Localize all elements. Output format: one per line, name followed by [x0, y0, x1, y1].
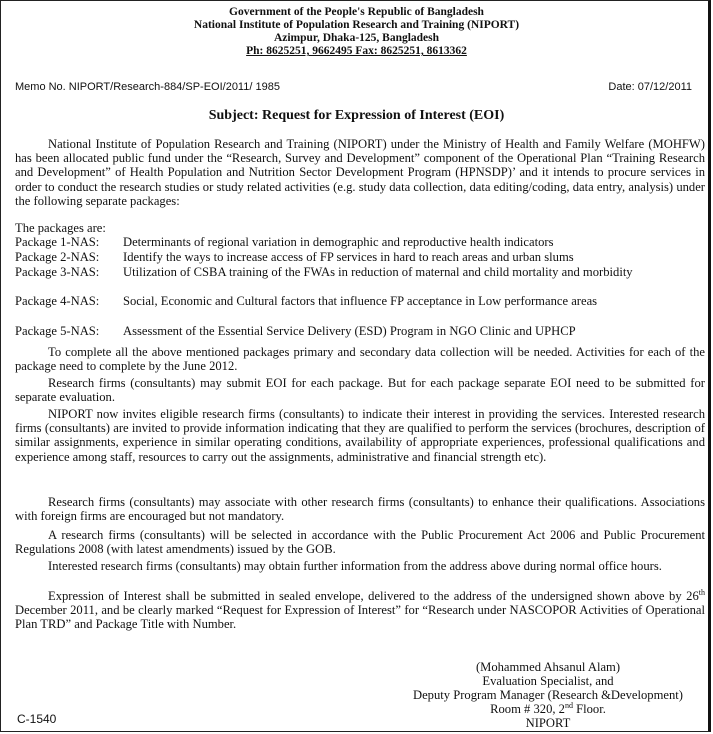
package-text: Determinants of regional variation in demographic and reproductive health indicators: [123, 235, 554, 249]
memo-date: Date: 07/12/2011: [608, 81, 692, 93]
package-item: [15, 250, 705, 264]
header-address: Azimpur, Dhaka-125, Bangladesh: [273, 32, 440, 44]
package-label: Package 5-NAS:: [15, 324, 100, 338]
signature-position: Deputy Program Manager (Research &Development): [413, 688, 683, 702]
package-item: [15, 324, 705, 338]
signature-title: Evaluation Specialist, and: [482, 674, 614, 688]
paragraph-submission: Expression of Interest shall be submitted in sealed envelope, delivered to the address of the undersigned shown above by 26th December 2011, and be clearly marked “Request for Expression of Interest” for “Research under NASCOPOR Activities of Operational Plan TRD” and Package Title with Number.: [15, 587, 705, 632]
paragraph-information: Interested research firms (consultants) may obtain further information from the address above during normal office hours.: [48, 559, 662, 573]
paragraph-data-collection: To complete all the above mentioned packages primary and secondary data collection will be needed. Activities for each of the package need to complete by the June 2012.: [15, 345, 705, 374]
header-phone-fax: Ph: 8625251, 9662495 Fax: 8625251, 8613362: [246, 45, 467, 57]
package-text: Identify the ways to increase access of FP services in hard to reach areas and urban slums: [123, 250, 574, 264]
package-text: Social, Economic and Cultural factors that influence FP acceptance in Low performance areas: [123, 294, 598, 308]
header-institute: National Institute of Population Research and Training (NIPORT): [193, 19, 520, 31]
paragraph-selection: A research firms (consultants) will be selected in accordance with the Public Procurement Act 2006 and Public Procurement Regulations 2008 (with latest amendments) issued by the GOB.: [15, 528, 705, 557]
footer-code: C-1540: [17, 712, 57, 726]
signature-room: Room # 320, 2nd Floor.: [490, 700, 606, 716]
packages-heading: The packages are:: [15, 221, 106, 235]
intro-paragraph: National Institute of Population Research and Training (NIPORT) under the Ministry of Health and Family Welfare (MOHFW) has been allocated public fund under the “Research, Survey and Development” component of the Operational Plan “Training Research and Development” of Health Population and Nutrition Sector Development Program (HPNSDP)’ and it intends to procure services in order to conduct the research studies or study related activities (e.g. study data collection, data editing/coding, data entry, analysis) under the following separate packages:: [15, 137, 705, 208]
signature-organization: NIPORT: [525, 716, 571, 730]
package-text: Assessment of the Essential Service Delivery (ESD) Program in NGO Clinic and UPHCP: [123, 324, 576, 338]
package-item: [15, 265, 705, 279]
package-text: Utilization of CSBA training of the FWAs in reduction of maternal and child mortality and morbidity: [123, 265, 633, 279]
header-government: Government of the People's Republic of Bangladesh: [229, 6, 484, 18]
signature-name: (Mohammed Ahsanul Alam): [475, 660, 621, 674]
paragraph-invitation: NIPORT now invites eligible research firms (consultants) to indicate their interest in providing the services. Interested research firms (consultants) are invited to provide information indicating that they are qualified to perform the services (brochures, description of similar assignments, experience in similar operating conditions, availability of appropriate experiences, professional qualifications and experience among staff, resources to carry out the assignments, administrative and financial strength etc).: [15, 407, 705, 464]
package-item: [15, 294, 705, 308]
memo-number: Memo No. NIPORT/Research-884/SP-EOI/2011/ 1985: [15, 81, 280, 93]
subject-line: Subject: Request for Expression of Interest (EOI): [208, 108, 505, 123]
package-item: [15, 235, 705, 249]
package-label: Package 2-NAS:: [15, 250, 100, 264]
paragraph-association: Research firms (consultants) may associate with other research firms (consultants) to enhance their qualifications. Associations with foreign firms are encouraged but not mandatory.: [15, 495, 705, 524]
package-label: Package 3-NAS:: [15, 265, 100, 279]
paragraph-submit-eoi: Research firms (consultants) may submit EOI for each package. But for each package separate EOI need to be submitted for separate evaluation.: [15, 376, 705, 405]
package-label: Package 4-NAS:: [15, 294, 100, 308]
package-label: Package 1-NAS:: [15, 235, 100, 249]
